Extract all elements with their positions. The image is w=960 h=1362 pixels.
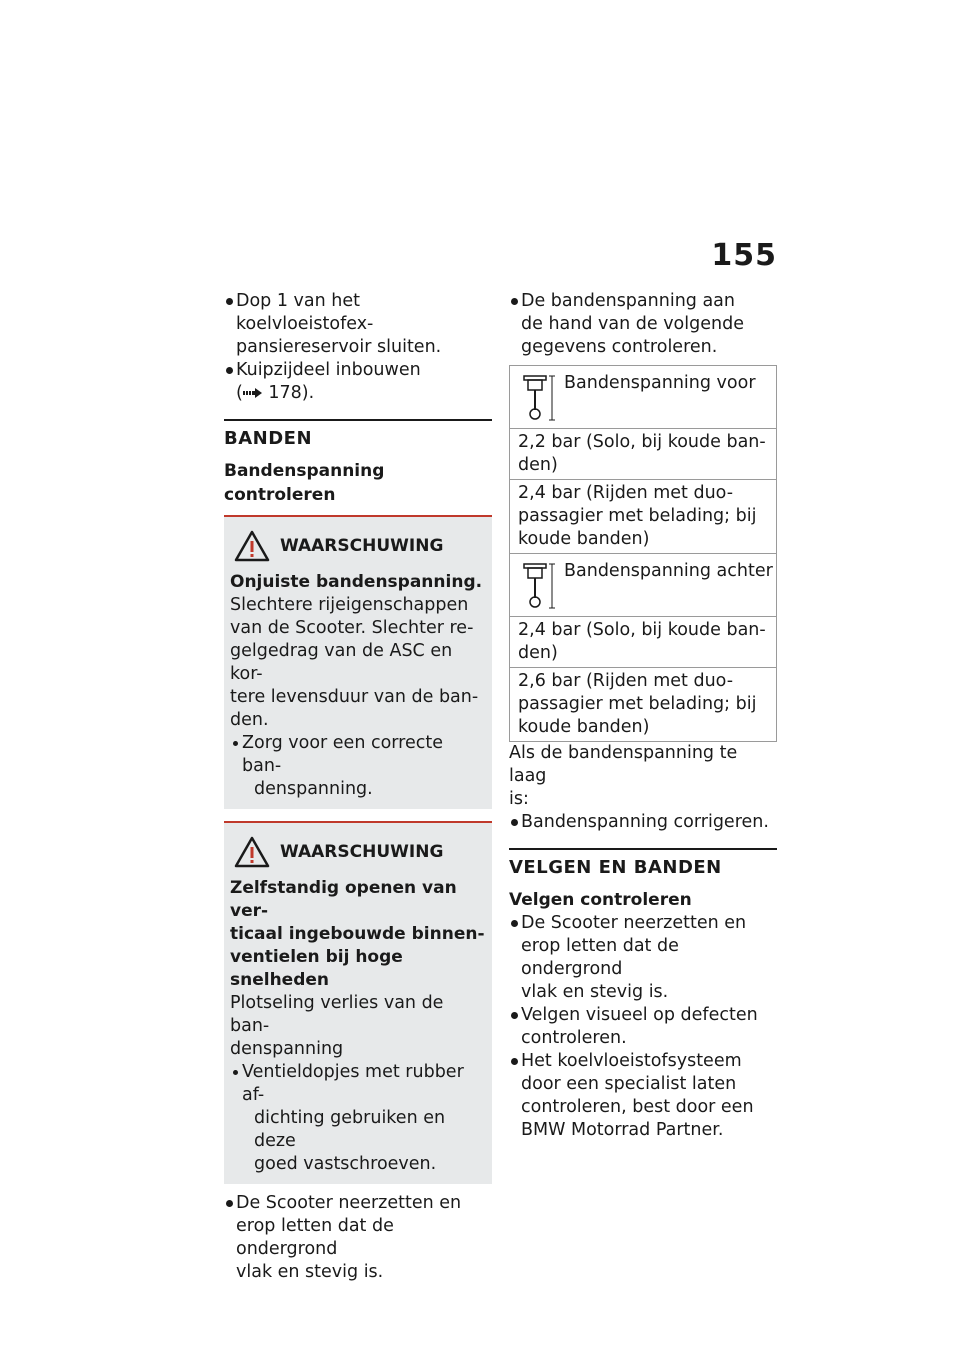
subsection-title: Velgen controleren — [509, 890, 692, 910]
list-item — [509, 290, 777, 359]
warning-headline: Onjuiste bandenspanning. — [230, 572, 483, 592]
list-item-line: De Scooter neerzetten en — [521, 913, 747, 933]
subsection-title: Bandenspanning controleren — [224, 461, 385, 505]
table-header-label: Bandenspanning achter — [564, 561, 773, 581]
list-item — [509, 811, 777, 834]
table-row — [510, 429, 776, 480]
list-item-line: gegevens controleren. — [521, 337, 718, 357]
list-item-line: vlak en stevig is. — [236, 1262, 384, 1282]
list-item — [224, 1192, 492, 1284]
warning-instruction-line: goed vastschroeven. — [254, 1154, 437, 1174]
right-column — [509, 290, 777, 1142]
warning-instruction-line: denspanning. — [254, 779, 373, 799]
list-item-line: controleren. — [521, 1028, 627, 1048]
list-item — [224, 290, 492, 359]
warning-triangle-icon — [234, 530, 270, 562]
table-cell-line: den) — [518, 643, 558, 663]
list-item-line: Kuipzijdeel inbouwen — [236, 360, 421, 380]
list-item-line: Dop 1 van het koelvloeistofex- — [236, 291, 374, 334]
table-cell-line: den) — [518, 455, 558, 475]
tire-pressure-rear-table — [509, 554, 777, 742]
list-item-line: pansiereservoir sluiten. — [236, 337, 442, 357]
low-pressure-text — [509, 742, 777, 811]
warning-box — [224, 821, 492, 1184]
warning-title: WAARSCHUWING — [280, 535, 444, 556]
list-item-line: Bandenspanning corrigeren. — [521, 812, 769, 832]
warning-instruction-line: Zorg voor een correcte ban- — [242, 733, 444, 776]
list-item-line: de hand van de volgende — [521, 314, 744, 334]
warning-instruction — [230, 732, 486, 801]
warning-body-line: denspanning — [230, 1039, 344, 1059]
warning-instruction — [230, 1061, 486, 1176]
list-item-line: erop letten dat de ondergrond — [521, 936, 679, 979]
warning-title: WAARSCHUWING — [280, 841, 444, 862]
table-cell-line: 2,6 bar (Rijden met duo- — [518, 671, 734, 691]
list-item — [224, 359, 492, 405]
table-cell-line: 2,4 bar (Solo, bij koude ban- — [518, 620, 766, 640]
list-item-line: Velgen visueel op defecten — [521, 1005, 758, 1025]
table-cell-line: 2,2 bar (Solo, bij koude ban- — [518, 432, 766, 452]
table-cell-line: koude banden) — [518, 717, 650, 737]
warning-headline-line: Zelfstandig openen van ver- — [230, 878, 457, 921]
paragraph-line: is: — [509, 789, 529, 809]
warning-triangle-icon — [234, 836, 270, 868]
warning-body-line: van de Scooter. Slechter re- — [230, 618, 474, 638]
table-row — [510, 480, 776, 553]
table-row — [510, 617, 776, 668]
list-item-line: BMW Motorrad Partner. — [521, 1120, 724, 1140]
table-cell-line: passagier met belading; bij — [518, 506, 757, 526]
list-item-line: De Scooter neerzetten en — [236, 1193, 462, 1213]
list-item-line: controleren, best door een — [521, 1097, 754, 1117]
table-header — [510, 366, 776, 429]
warning-instruction-line: dichting gebruiken en deze — [254, 1108, 446, 1151]
reference-page[interactable]: 178). — [268, 383, 315, 403]
table-cell-line: 2,4 bar (Rijden met duo- — [518, 483, 734, 503]
warning-body-line: tere levensduur van de ban- — [230, 687, 479, 707]
section-title: BANDEN — [224, 428, 313, 449]
tire-pressure-gauge-icon — [522, 560, 562, 612]
tire-pressure-gauge-icon — [522, 372, 562, 424]
list-item-line: Het koelvloeistofsysteem — [521, 1051, 742, 1071]
warning-body — [230, 992, 486, 1061]
warning-headline-line: ventielen bij hoge snelheden — [230, 947, 403, 990]
section-title: VELGEN EN BANDEN — [509, 857, 722, 878]
list-item-line: door een specialist laten — [521, 1074, 737, 1094]
list-item-line: erop letten dat de ondergrond — [236, 1216, 394, 1259]
list-item-line: vlak en stevig is. — [521, 982, 669, 1002]
list-item-line: De bandenspanning aan — [521, 291, 735, 311]
page-number: 155 — [711, 238, 777, 273]
table-header-label: Bandenspanning voor — [564, 373, 756, 393]
warning-header — [230, 527, 486, 565]
warning-headline-line: ticaal ingebouwde binnen- — [230, 924, 485, 944]
reference-line: ( 178). — [236, 383, 315, 403]
page-reference-arrow-icon — [243, 387, 263, 399]
table-row — [510, 668, 776, 741]
paragraph-line: Als de bandenspanning te laag — [509, 743, 738, 786]
warning-headline — [230, 877, 486, 992]
warning-body-line: Slechtere rijeigenschappen — [230, 595, 469, 615]
warning-header — [230, 833, 486, 871]
list-item — [509, 1004, 777, 1050]
table-cell-line: koude banden) — [518, 529, 650, 549]
warning-body-line: den. — [230, 710, 269, 730]
warning-body — [230, 594, 486, 732]
warning-instruction-line: Ventieldopjes met rubber af- — [242, 1062, 464, 1105]
warning-body-line: Plotseling verlies van de ban- — [230, 993, 444, 1036]
list-item — [509, 1050, 777, 1142]
warning-body-line: gelgedrag van de ASC en kor- — [230, 641, 453, 684]
section-divider — [509, 848, 777, 912]
section-divider — [224, 419, 492, 507]
list-item — [509, 912, 777, 1004]
table-cell-line: passagier met belading; bij — [518, 694, 757, 714]
warning-box — [224, 515, 492, 809]
table-header — [510, 554, 776, 617]
tire-pressure-front-table — [509, 365, 777, 554]
left-column — [224, 290, 492, 1284]
